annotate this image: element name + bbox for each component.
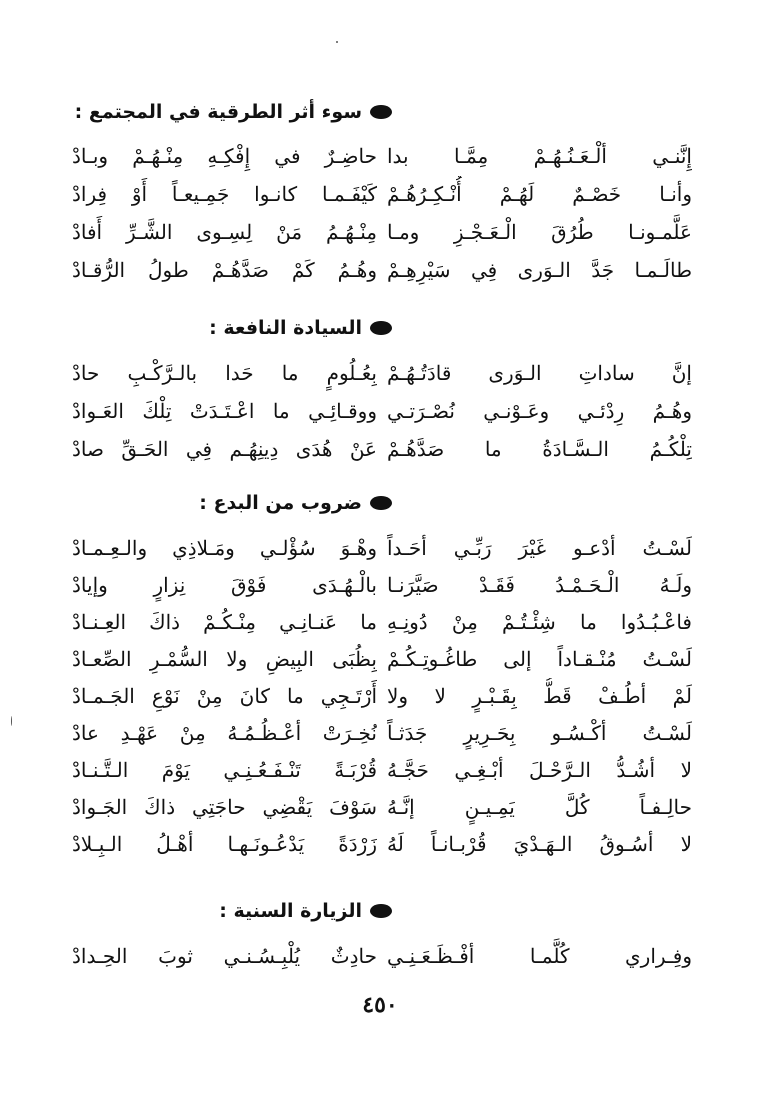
verse-second-hemistich: كَيْفَـمـا كانـوا جَمِـيعـاً أَوْ فِرادْ [72,182,377,206]
verse-first-hemistich: ولَـهُ الْـحَـمْـدُ فَقَـدْ صَيَّرَنـا [387,573,692,597]
verse-first-hemistich: حالِـفـاً كُلَّ يَمِـيـنٍ إنَّـهُ [387,795,692,819]
print-speck [336,41,338,43]
verse-line [72,678,692,714]
verse-line [72,138,692,174]
bullet-icon [370,496,392,510]
section-heading-1 [75,98,392,126]
verse-first-hemistich: تِلْكُـمُ الـسَّـادَةُ ما صَدَّهُـمْ [387,437,692,461]
print-speck [11,716,12,726]
verse-second-hemistich: نُخِـرَتْ أعْـظُـمُـهُ مِنْ عَهْـدِ عادْ [72,721,377,745]
verse-line [72,752,692,788]
verse-line [72,530,692,566]
verse-second-hemistich: أَرْتَـجِي ما كانَ مِنْ نَوْعِ الجَـمـادْ [72,684,377,708]
verse-first-hemistich: لا أشُـدُّ الـرَّحْـلَ أبْـغِـي حَجَّـهُ [387,758,692,782]
verse-first-hemistich: لَسْـتُ أدْعـو غَيْرَ رَبِّـي أحَـداً [387,536,692,560]
verse-line [72,176,692,212]
verse-second-hemistich: قُرْبَـةً تَنْـفَـعُـنِـي يَوْمَ الـتَّـنـادْ [72,758,377,782]
section-heading-2 [209,314,392,342]
verse-line [72,355,692,391]
verse-line [72,567,692,603]
verse-first-hemistich: وأنـا خَصْـمٌ لَهُـمْ أُنْـكِـرُهُـمْ [387,182,692,206]
verse-second-hemistich: ووقـائِـي ما اعْـتَـدَتْ تِلْكَ العَـوادْ [72,399,377,423]
verse-first-hemistich: إِنَّنـي ألْـعَـنُـهُـمْ مِمَّـا بدا [387,144,692,168]
verse-first-hemistich: لَمْ أطُـفْ قَطُّ بِقَـبْـرٍ لا ولا [387,684,692,708]
verse-second-hemistich: عَنْ هُدَى دِينِهُـم فِي الحَـقِّ صادْ [72,437,377,461]
verse-second-hemistich: ما عَنـانِـي مِنْـكُـمْ ذاكَ العِـنـادْ [72,610,377,634]
section-heading-3 [199,489,392,517]
verse-second-hemistich: بِظُبَى البِيضِ ولا السُّمْـرِ الصِّعـادْ [72,647,377,671]
verse-line [72,789,692,825]
verse-line [72,431,692,467]
verse-line [72,604,692,640]
section-title: الزيارة السنية : [219,900,362,922]
verse-second-hemistich: وهُـمُ كَمْ صَدَّهُـمْ طولُ الرُّقـادْ [72,258,377,282]
verse-second-hemistich: بالْـهُـدَى فَوْقَ نِزارٍ وإيادْ [72,573,377,597]
section-title: السيادة النافعة : [209,317,362,339]
verse-second-hemistich: وهْـوَ سُؤْلـي ومَـلاذِي والـعِـمـادْ [72,536,377,560]
section-title: ضروب من البدع : [199,492,362,514]
verse-second-hemistich: زَرْدَةً يَدْعُـونَـهـا أهْـلُ الـبِـلادْ [72,832,377,856]
verse-first-hemistich: لَسْـتُ مُنْـقـاداً إلى طاغُـوتِـكُـمْ [387,647,692,671]
verse-line [72,715,692,751]
bullet-icon [370,321,392,335]
verse-second-hemistich: حاضِـرٌ في إِفْكِـهِ مِنْـهُـمْ وبـادْ [72,144,377,168]
verse-first-hemistich: عَلَّمـونـا طُرُقَ الْـعَـجْـزِ ومـا [387,220,692,244]
section-title: سوء أثر الطرقية في المجتمع : [74,101,362,123]
bullet-icon [370,105,392,119]
bullet-icon [370,904,392,918]
verse-first-hemistich: وهُـمُ رِدْئـي وعَـوْنـي نُصْـرَتـي [387,399,692,423]
verse-first-hemistich: فاعْـبُـدُوا ما شِئْـتُـمْ مِنْ دُونِـهِ [387,610,692,634]
verse-line [72,214,692,250]
verse-second-hemistich: مِنْـهُـمُ مَنْ لِسِـوى الشَّـرِّ أَفادْ [72,220,377,244]
verse-first-hemistich: وفِـراري كُلَّمـا أفْـظَـعَـنِـي [387,944,692,968]
verse-line [72,826,692,862]
page-number: ٤٥٠ [362,992,398,1018]
verse-line [72,641,692,677]
verse-line [72,393,692,429]
verse-line [72,938,692,974]
verse-first-hemistich: لا أسُـوقُ الـهَـدْيَ قُرْبـانـاً لَهُ [387,832,692,856]
verse-line [72,252,692,288]
verse-second-hemistich: حادِثٌ يُلْبِـسُـنـي ثوبَ الحِـدادْ [72,944,377,968]
verse-second-hemistich: بِعُـلُومٍ ما حَدا بالـرَّكْـبِ حادْ [72,361,377,385]
verse-first-hemistich: لَسْـتُ أكْـسُـو بِحَـرِيرٍ جَدَثـاً [387,721,692,745]
verse-second-hemistich: سَوْفَ يَقْضِي حاجَتِي ذاكَ الجَـوادْ [72,795,377,819]
verse-first-hemistich: طالَـمـا جَدَّ الـوَرى فِي سَيْرِهِـمْ [387,258,692,282]
section-heading-4 [219,897,392,925]
verse-first-hemistich: إنَّ ساداتِ الـوَرى قادَتُـهُـمْ [387,361,692,385]
